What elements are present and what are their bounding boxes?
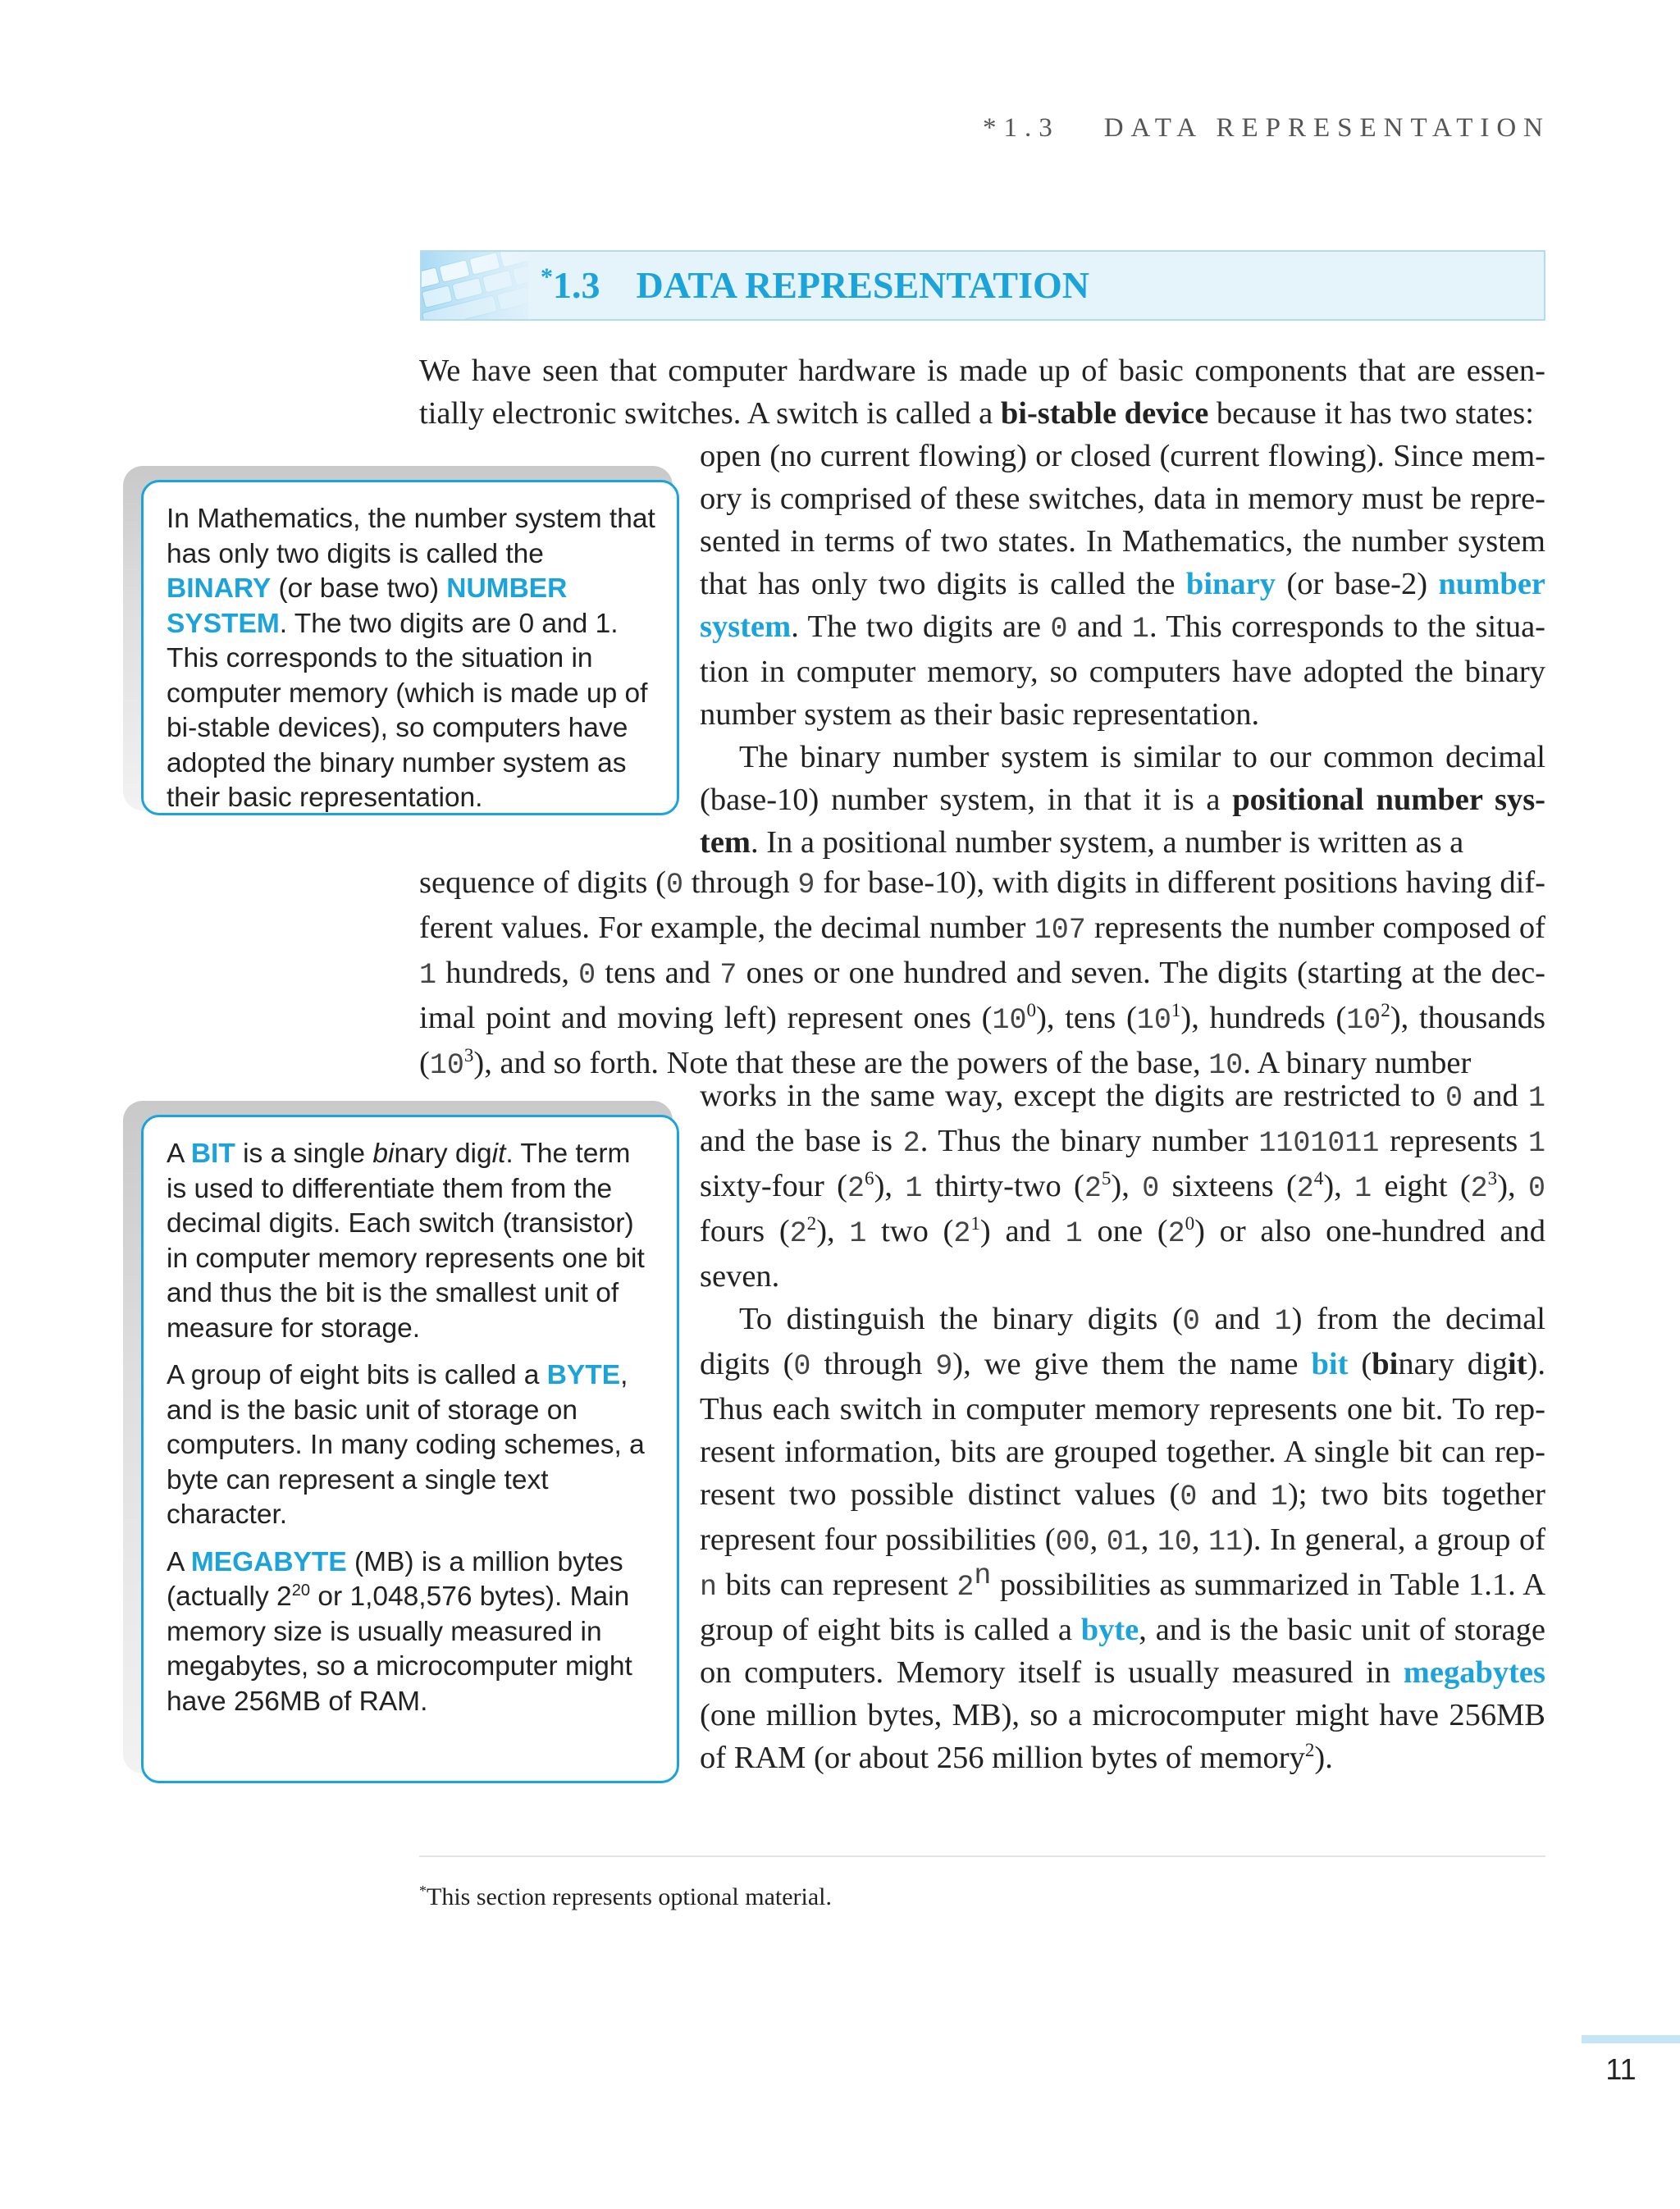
code-digit: 0 [793, 1350, 811, 1383]
text-run: ) or also one-hundred and seven. [700, 1214, 1545, 1294]
text-run: , and is the basic unit of storage on computers. In many coding schemes, a byte can represent a single text character. [167, 1360, 645, 1530]
power-base: 2 [1296, 1172, 1314, 1205]
text-run: We have seen that computer hardware is made up of basic components that are essen-tially electronic switches. A switch is called a [419, 354, 1545, 431]
text-run: ), [816, 1214, 850, 1248]
power-exponent: 6 [865, 1167, 874, 1189]
key-term-number-system: NUMBER SYSTEM [167, 573, 568, 639]
text-run: ( [1348, 1347, 1372, 1381]
code-digit: 1 [1131, 613, 1149, 646]
sidebar-paragraph-megabyte [167, 1545, 655, 1720]
text-run: through [810, 1347, 936, 1381]
code-digit: 9 [797, 869, 815, 901]
text-run: is a single [235, 1139, 373, 1169]
power-base: 2 [956, 1571, 975, 1604]
body-block-1 [419, 349, 1545, 435]
text-run: represents the number composed of [1085, 911, 1545, 945]
power-base: 10 [429, 1049, 464, 1082]
section-banner [420, 250, 1545, 321]
code-number: 10 [1208, 1049, 1244, 1082]
text-run: works in the same way, except the digits are restricted to [700, 1079, 1445, 1113]
body-block-3 [419, 861, 1545, 1087]
key-term-byte: BYTE [546, 1360, 621, 1390]
text-run: (one million bytes, MB), so a microcomputer might have 256MB of RAM (or about 256 million bytes of memory [700, 1698, 1545, 1775]
text-run: , [1191, 1522, 1209, 1557]
footnote [419, 1883, 832, 1911]
keyboard-icon [422, 252, 528, 319]
text-run: . A binary number [1243, 1046, 1472, 1080]
text-run: . The two digits are 0 and 1. This corresponds to the situation in computer memory (which is made up of bi-stable devices), so computers have adopted the binary number system as their basic representation. [167, 608, 648, 813]
code-digit: 7 [719, 959, 737, 992]
section-star: * [541, 263, 553, 290]
power-base: 10 [1346, 1004, 1381, 1037]
text-run: . The two digits are [791, 609, 1051, 644]
body-paragraph-4 [419, 861, 1545, 1087]
term-positional-number-system: positional number sys-tem [700, 783, 1546, 860]
code-digit: 0 [1180, 1481, 1198, 1513]
term-binary: binary [1185, 567, 1276, 601]
power-exponent: 1 [1171, 999, 1181, 1021]
code-bits: 01 [1106, 1526, 1141, 1559]
power-base: 2 [1470, 1172, 1488, 1205]
text-run: and [1462, 1079, 1528, 1113]
term-bit: bit [1311, 1347, 1349, 1381]
power-base: 2 [1167, 1217, 1185, 1250]
text-run: nary dig [394, 1139, 492, 1169]
body-paragraph-1 [419, 349, 1545, 435]
text-run: . This corresponds to the situa-tion in computer memory, so computers have adopted the binary number system as their basic representation. [700, 609, 1545, 732]
text-run: A [167, 1546, 191, 1577]
power-base: 2 [1084, 1172, 1102, 1205]
code-digit: 0 [1050, 613, 1068, 646]
text-run: ), thousands ( [419, 1001, 1545, 1080]
power-exponent: 3 [1487, 1167, 1498, 1189]
text-run: two ( [866, 1214, 954, 1248]
page-number-accent [1582, 2035, 1680, 2043]
body-block-4 [700, 1075, 1545, 1779]
code-number: 107 [1034, 914, 1086, 947]
text-run: ). In general, a group of [1243, 1522, 1546, 1557]
code-digit: 0 [1182, 1305, 1200, 1338]
text-run: ). Thus each switch in computer memory represents one bit. To rep-resent information, bits are grouped together. A single bit can rep-resent two possible distinct values ( [700, 1347, 1545, 1512]
power-exponent: n [974, 1559, 992, 1593]
text-run: ). [1314, 1741, 1333, 1775]
section-number: 1.3 [553, 264, 600, 306]
text-run: possibilities as summarized in Table 1.1. A group of eight bits is called a [700, 1568, 1546, 1647]
power-exponent: 4 [1313, 1167, 1324, 1189]
text-run: and [1197, 1477, 1271, 1512]
power-exponent: 0 [1026, 999, 1037, 1021]
running-head-title: DATA REPRESENTATION [1103, 113, 1550, 143]
term-number-system: number system [700, 567, 1545, 644]
text-run: The binary number system is similar to our common decimal (base-10) number system, in that it is a [700, 740, 1545, 817]
text-run: . Thus the binary number [920, 1124, 1259, 1158]
footnote-ref: 2 [1304, 1739, 1315, 1761]
term-megabytes: megabytes [1403, 1655, 1545, 1690]
code-digit: 1 [849, 1217, 867, 1250]
text-run: To distinguish the binary digits ( [739, 1302, 1183, 1336]
code-digit: 0 [1142, 1172, 1160, 1205]
code-number: 1101011 [1258, 1127, 1380, 1160]
sidebar-binary-number-system [141, 480, 679, 815]
power-exponent: 3 [463, 1044, 474, 1066]
code-digit: 0 [1445, 1082, 1463, 1115]
text-run: for base-10), with digits in different positions having dif-ferent values. For example, the decimal number [419, 865, 1545, 945]
code-digit: 1 [1274, 1305, 1292, 1338]
text-run: one ( [1082, 1214, 1168, 1248]
power-exponent: 2 [1381, 999, 1390, 1021]
text-run: open (no current flowing) or closed (current flowing). Since mem-ory is comprised of these switches, data in memory must be repre-sented in terms of two states. In Mathematics, the number system that has only two digits is called the [700, 439, 1545, 601]
text-run: ), and so forth. Note that these are the powers of the base, [473, 1046, 1209, 1080]
code-bits: 11 [1208, 1526, 1244, 1559]
code-bits: 10 [1157, 1526, 1192, 1559]
text-run: sixteens ( [1159, 1169, 1297, 1203]
code-digit: 1 [419, 959, 437, 992]
text-run: ), [874, 1169, 906, 1203]
text-run: bits can represent [717, 1568, 957, 1602]
key-term-megabyte: MEGABYTE [190, 1546, 347, 1577]
power-exponent: 0 [1185, 1212, 1195, 1235]
code-digit: 1 [1354, 1172, 1372, 1205]
text-run: A [167, 1139, 191, 1169]
code-digit: 1 [1527, 1082, 1545, 1115]
italic-bi: bi [372, 1139, 395, 1169]
text-run: , [1089, 1522, 1107, 1557]
power-base: 2 [847, 1172, 865, 1205]
text-run: (or base-2) [1276, 567, 1439, 601]
text-run: and the base is [700, 1124, 903, 1158]
body-paragraph-5 [700, 1075, 1545, 1298]
power-base: 10 [1136, 1004, 1171, 1037]
page-number: 11 [1605, 2052, 1637, 2086]
text-run: ) from the decimal digits ( [700, 1302, 1545, 1381]
body-block-2 [700, 435, 1545, 864]
text-run: ), hundreds ( [1180, 1001, 1347, 1035]
keyboard-image [422, 252, 528, 319]
text-run: . In a positional number system, a number is written as a [750, 825, 1464, 860]
code-digit: 0 [578, 959, 596, 992]
code-digit: 1 [1270, 1481, 1288, 1513]
term-byte: byte [1080, 1613, 1139, 1647]
bold-it: it [1508, 1347, 1527, 1381]
power-base: 2 [953, 1217, 971, 1250]
code-bits: 00 [1055, 1526, 1090, 1559]
code-digit: 0 [665, 869, 683, 901]
text-run: and [1199, 1302, 1275, 1336]
footnote-rule [419, 1855, 1545, 1857]
text-run: ones or one hundred and seven. The digits (starting at the dec-imal point and moving left) represent ones ( [419, 956, 1545, 1035]
power-exponent: 1 [970, 1212, 980, 1235]
text-run: fours ( [700, 1214, 790, 1248]
sidebar-paragraph-bit [167, 1137, 655, 1346]
text-run: nary dig [1398, 1347, 1509, 1381]
body-paragraph-2 [700, 435, 1545, 736]
footnote-mark: * [419, 1883, 427, 1899]
footnote-text: This section represents optional material. [427, 1883, 833, 1910]
text-run: ); two bits together represent four possibilities ( [700, 1477, 1545, 1557]
sidebar-paragraph-byte [167, 1358, 655, 1533]
code-digit: 1 [905, 1172, 923, 1205]
body-paragraph-3 [700, 736, 1545, 864]
text-run: sequence of digits ( [419, 865, 666, 900]
text-run: ), [1497, 1169, 1528, 1203]
power-base: 10 [992, 1004, 1027, 1037]
section-title [541, 263, 1089, 307]
text-run: , and is the basic unit of storage on computers. Memory itself is usually measured in [700, 1613, 1545, 1690]
text-run: tens and [596, 956, 720, 990]
text-run: ) and [979, 1214, 1066, 1248]
key-term-binary: BINARY [167, 573, 272, 604]
code-digit: 2 [902, 1127, 920, 1160]
running-head-number: *1.3 [982, 113, 1060, 143]
code-digit: 9 [935, 1350, 953, 1383]
text-run: ), we give them the name [952, 1347, 1312, 1381]
power-exponent: 2 [806, 1212, 817, 1235]
body-paragraph-6 [700, 1298, 1545, 1779]
code-digit: 1 [1065, 1217, 1083, 1250]
term-bistable-device: bi-stable device [1000, 396, 1209, 431]
text-run: ), [1111, 1169, 1143, 1203]
text-run: (or base two) [271, 573, 447, 604]
sidebar-paragraph [167, 502, 655, 816]
text-run: represents [1379, 1124, 1528, 1158]
text-run: because it has two states: [1208, 396, 1534, 431]
text-run: ), tens ( [1036, 1001, 1137, 1035]
text-run: or 1,048,576 bytes). Main memory size is usually measured in megabytes, so a microcomputer might have 256MB of RAM. [167, 1581, 632, 1717]
code-digit: 0 [1528, 1172, 1546, 1205]
power-exponent: 20 [291, 1581, 311, 1600]
text-run: A group of eight bits is called a [167, 1360, 547, 1390]
italic-it: it [491, 1139, 506, 1169]
power-exponent: 5 [1101, 1167, 1112, 1189]
code-digit: 1 [1527, 1127, 1545, 1160]
sidebar-bit-byte-megabyte [141, 1115, 679, 1783]
text-run: through [683, 865, 798, 900]
power-base: 2 [789, 1217, 807, 1250]
text-run: and [1067, 609, 1132, 644]
key-term-bit: BIT [190, 1139, 235, 1169]
bold-bi: bi [1372, 1347, 1399, 1381]
section-title-text: DATA REPRESENTATION [636, 264, 1090, 306]
text-run: . The term is used to differentiate them from the decimal digits. Each switch (transistor) in computer memory represents one bit and thus the bit is the smallest unit of measure for storage. [167, 1139, 645, 1344]
text-run: (MB) is a million bytes (actually 2 [167, 1546, 623, 1612]
text-run: thirty-two ( [922, 1169, 1084, 1203]
text-run: eight ( [1372, 1169, 1471, 1203]
code-variable: n [700, 1571, 718, 1604]
text-run: hundreds, [436, 956, 579, 990]
text-run: ), [1323, 1169, 1355, 1203]
running-head [902, 113, 1550, 144]
text-run: , [1140, 1522, 1157, 1557]
text-run: In Mathematics, the number system that has only two digits is called the [167, 504, 655, 569]
text-run: sixty-four ( [700, 1169, 847, 1203]
